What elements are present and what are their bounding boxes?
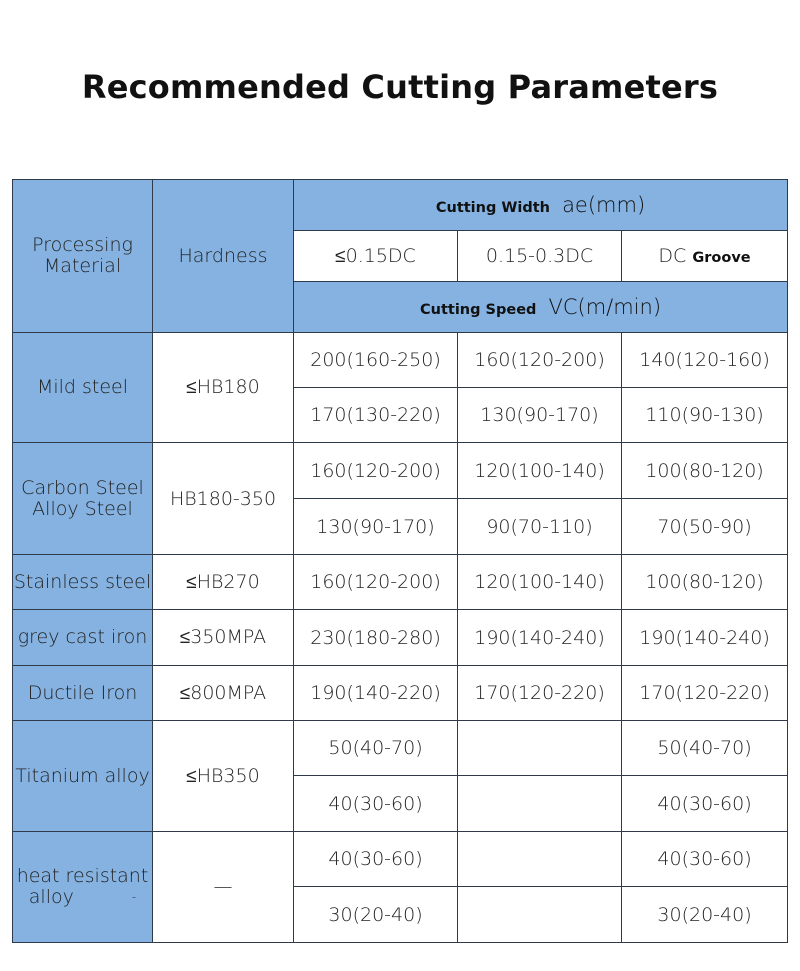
speed-cell: 200(160-250): [294, 333, 458, 388]
table-row: [13, 443, 788, 499]
speed-cell: 170(130-220): [294, 388, 458, 443]
hardness-cell: ≤350MPA: [153, 610, 294, 666]
speed-cell: 160(120-200): [294, 443, 458, 499]
speed-cell: 50(40-70): [294, 721, 458, 776]
header-material-line2: Material: [43, 255, 122, 277]
header-hardness: Hardness: [153, 180, 294, 333]
width-col-3-prefix: DC: [658, 245, 687, 267]
speed-cell: 40(30-60): [294, 776, 458, 832]
width-col-2: 0.15-0.3DC: [458, 231, 622, 282]
speed-cell: 130(90-170): [294, 499, 458, 555]
material-cell: [13, 443, 153, 555]
material-cell: grey cast iron: [13, 610, 153, 666]
speed-cell: 190(140-220): [294, 666, 458, 721]
speed-cell-empty: [458, 832, 622, 887]
header-cutting-width: [294, 180, 788, 231]
table-row: [13, 666, 788, 721]
speed-cell: 40(30-60): [622, 832, 788, 887]
speed-cell: 40(30-60): [622, 776, 788, 832]
cutting-parameters-table: [12, 179, 788, 943]
width-col-1: ≤0.15DC: [294, 231, 458, 282]
speed-cell: 190(140-240): [458, 610, 622, 666]
material-cell: Mild steel: [13, 333, 153, 443]
cutting-width-unit: ae(mm): [562, 193, 646, 217]
cutting-width-label: Cutting Width: [435, 200, 551, 216]
header-material-line1: Processing: [32, 234, 133, 256]
speed-cell: 100(80-120): [622, 555, 788, 610]
speed-cell-empty: [458, 776, 622, 832]
speed-cell: 170(120-220): [622, 666, 788, 721]
speed-cell: 120(100-140): [458, 443, 622, 499]
table-row: [13, 610, 788, 666]
speed-cell: 230(180-280): [294, 610, 458, 666]
cutting-speed-unit: VC(m/min): [548, 295, 662, 319]
hardness-cell: ≤HB270: [153, 555, 294, 610]
stray-mark: -: [131, 890, 137, 904]
speed-cell: 70(50-90): [622, 499, 788, 555]
hardness-cell: ≤HB350: [153, 721, 294, 832]
material-line2: alloy: [28, 886, 74, 908]
width-col-3: [622, 231, 788, 282]
speed-cell: 30(20-40): [294, 887, 458, 943]
material-line2: Alloy Steel: [32, 497, 133, 520]
speed-cell: 90(70-110): [458, 499, 622, 555]
header-cutting-speed: [294, 282, 788, 333]
speed-cell: 140(120-160): [622, 333, 788, 388]
material-cell: Titanium alloy: [13, 721, 153, 832]
speed-cell-empty: [458, 721, 622, 776]
header-processing-material: [13, 180, 153, 333]
hardness-cell: —: [153, 832, 294, 943]
hardness-cell: ≤HB180: [153, 333, 294, 443]
table-row: [13, 333, 788, 388]
speed-cell: 120(100-140): [458, 555, 622, 610]
hardness-cell: HB180-350: [153, 443, 294, 555]
speed-cell: 160(120-200): [294, 555, 458, 610]
material-line1: Carbon Steel: [21, 476, 144, 499]
speed-cell-empty: [458, 887, 622, 943]
speed-cell: 190(140-240): [622, 610, 788, 666]
table-row: [13, 555, 788, 610]
speed-cell: 50(40-70): [622, 721, 788, 776]
speed-cell: 40(30-60): [294, 832, 458, 887]
table-row: [13, 832, 788, 887]
speed-cell: 160(120-200): [458, 333, 622, 388]
speed-cell: 100(80-120): [622, 443, 788, 499]
speed-cell: 170(120-220): [458, 666, 622, 721]
cutting-speed-label: Cutting Speed: [420, 302, 537, 318]
page-title: Recommended Cutting Parameters: [81, 68, 719, 106]
table-row: [13, 721, 788, 776]
speed-cell: 110(90-130): [622, 388, 788, 443]
width-col-3-suffix: Groove: [692, 250, 751, 266]
hardness-cell: ≤800MPA: [153, 666, 294, 721]
material-cell: [13, 832, 153, 943]
material-cell: Stainless steel: [13, 555, 153, 610]
speed-cell: 30(20-40): [622, 887, 788, 943]
material-cell: Ductile Iron: [13, 666, 153, 721]
material-line1: heat resistant: [16, 865, 149, 887]
header-row-width-label: [13, 180, 788, 231]
speed-cell: 130(90-170): [458, 388, 622, 443]
